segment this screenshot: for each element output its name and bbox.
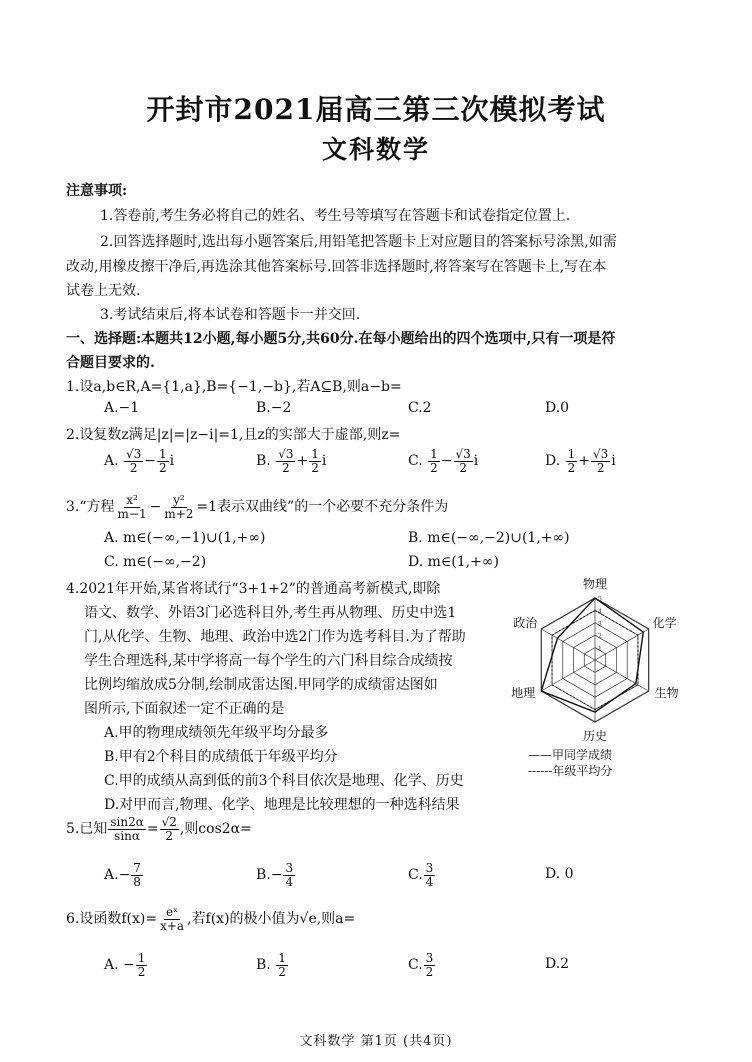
q2-option-a: A. $\frac{√3}{2}$ − $\frac{1}{2}$ i <box>104 447 175 475</box>
q3-option-d: D. m∈(1,+∞) <box>408 554 499 570</box>
exam-subtitle: 文科数学 <box>321 135 430 164</box>
q4-line1: 4.2021年开始,某省将试行“3+1+2”的普通高考新模式,即除 <box>66 581 441 597</box>
q4-option-b: B.甲有2个科目的成绩低于年级平均分 <box>104 749 338 765</box>
q6-option-a: A. − $\frac{1}{2}$ <box>104 951 146 979</box>
q4-line4: 学生合理选科,某中学将高一每个学生的六门科目综合成绩按 <box>84 653 453 669</box>
radar-tick-label: 1 <box>598 645 602 653</box>
radar-axis-label: 化学 <box>652 616 677 630</box>
q4-line6: 图所示,下面叙述一定不正确的是 <box>84 701 285 717</box>
legend-student-label: 甲同学成绩 <box>552 748 613 762</box>
q5-option-a: A.− $\frac{7}{8}$ <box>104 861 141 889</box>
radar-series <box>541 598 643 712</box>
radar-axis-label: 地理 <box>511 686 536 700</box>
radar-legend-student: ——甲同学成绩 <box>528 748 613 762</box>
notice-item-2-line3: 试卷上无效. <box>66 283 141 299</box>
q4-option-a: A.甲的物理成绩领先年级平均分最多 <box>104 725 329 741</box>
section-header-line2: 合题目要求的. <box>66 355 155 371</box>
radar-tick-label: 5 <box>598 596 602 603</box>
q5-option-d: D. 0 <box>545 866 574 882</box>
q6-option-d: D.2 <box>545 956 570 972</box>
q6-option-c: C. $\frac{3}{2}$ <box>408 951 434 979</box>
q6-option-b: B. $\frac{1}{2}$ <box>256 951 286 979</box>
exam-title: 开封市2021届高三第三次模拟考试 <box>146 93 606 126</box>
radar-axes <box>541 598 648 722</box>
legend-average-label: 年级平均分 <box>552 764 613 778</box>
radar-tick-label: 3 <box>598 620 602 628</box>
q2-option-b: B. $\frac{√3}{2}$ + $\frac{1}{2}$ i <box>256 447 327 475</box>
q1-option-b: B.−2 <box>256 400 292 416</box>
q2-option-c: C. $\frac{1}{2}$ − $\frac{√3}{2}$ i <box>408 447 479 475</box>
radar-axis-label: 物理 <box>582 577 608 591</box>
q5-stem: 5.已知 $\frac{\sin 2\alpha}{\sin\alpha}$ = $\frac{√2}{2}$ ,则cos2α= <box>66 815 252 843</box>
notice-item-3: 3.考试结束后,将本试卷和答题卡一并交回. <box>100 307 361 323</box>
q1-stem: 1.设a,b∈R,A={1,a},B={−1,−b},若A⊆B,则a−b= <box>66 379 402 395</box>
radar-axis-label: 生物 <box>654 686 679 700</box>
radar-axis-label: 历史 <box>582 729 608 743</box>
q1-option-d: D.0 <box>545 400 570 416</box>
notice-item-2-line1: 2.回答选择题时,选出每小题答案后,用铅笔把答题卡上对应题目的答案标号涂黑,如需 <box>100 234 617 250</box>
section-header-line1: 一、选择题:本题共12小题,每小题5分,共60分.在每小题给出的四个选项中,只有一项是符 <box>66 331 616 347</box>
q3-option-c: C. m∈(−∞,−2) <box>104 554 207 570</box>
q4-line2: 语文、数学、外语3门必选科目外,考生再从物理、历史中选1 <box>84 605 457 621</box>
page-footer: 文科数学 第1页 (共4页) <box>299 1034 453 1049</box>
q1-option-c: C.2 <box>408 400 432 416</box>
radar-tick-label: 4 <box>598 608 602 616</box>
q4-option-c: C.甲的成绩从高到低的前3个科目依次是地理、化学、历史 <box>104 773 464 789</box>
radar-axis-label: 政治 <box>513 616 538 630</box>
q6-stem: 6.设函数f(x)= $\frac{\text{eˣ}}{x+a}$ ,若f(x)的极小值为√e,则a= <box>66 905 356 933</box>
q3-stem: 3.“方程 $\frac{\text{x²}}{m-1}$ − $\frac{\text{y²}}{m+2}$ =1表示双曲线”的一个必要不充分条件为 <box>66 493 449 521</box>
notice-heading: 注意事项: <box>66 183 128 199</box>
q5-option-c: C. $\frac{3}{4}$ <box>408 861 434 889</box>
q3-option-b: B. m∈(−∞,−2)∪(1,+∞) <box>408 530 570 546</box>
q4-line3: 门,从化学、生物、地理、政治中选2门作为选考科目.为了帮助 <box>84 629 466 645</box>
q2-stem: 2.设复数z满足|z|=|z−i|=1,且z的实部大于虚部,则z= <box>66 427 401 443</box>
q1-option-a: A.−1 <box>104 400 140 416</box>
notice-item-2-line2: 改动,用橡皮擦干净后,再选涂其他答案标号.回答非选择题时,将答案写在答题卡上,写在本 <box>66 259 607 275</box>
radar-axis-line <box>595 660 649 691</box>
q4-option-d: D.对甲而言,物理、化学、地理是比较理想的一种选科结果 <box>104 797 460 813</box>
radar-axis-line <box>541 629 595 660</box>
q5-option-b: B.− $\frac{3}{4}$ <box>256 861 294 889</box>
q2-option-d: D. $\frac{1}{2}$ + $\frac{√3}{2}$ i <box>545 447 616 475</box>
radar-axis-line <box>595 629 649 660</box>
radar-tick-label: 2 <box>598 633 602 641</box>
radar-legend-average: ------年级平均分 <box>528 764 613 778</box>
radar-series-0 <box>541 598 643 712</box>
radar-ticks <box>598 596 602 653</box>
q4-line5: 比例均缩放成5分制,绘制成雷达图.甲同学的成绩雷达图如 <box>84 677 438 693</box>
notice-item-1: 1.答卷前,考生务必将自己的姓名、考生号等填写在答题卡和试卷指定位置上. <box>100 208 571 224</box>
q3-option-a: A. m∈(−∞,−1)∪(1,+∞) <box>104 530 266 546</box>
